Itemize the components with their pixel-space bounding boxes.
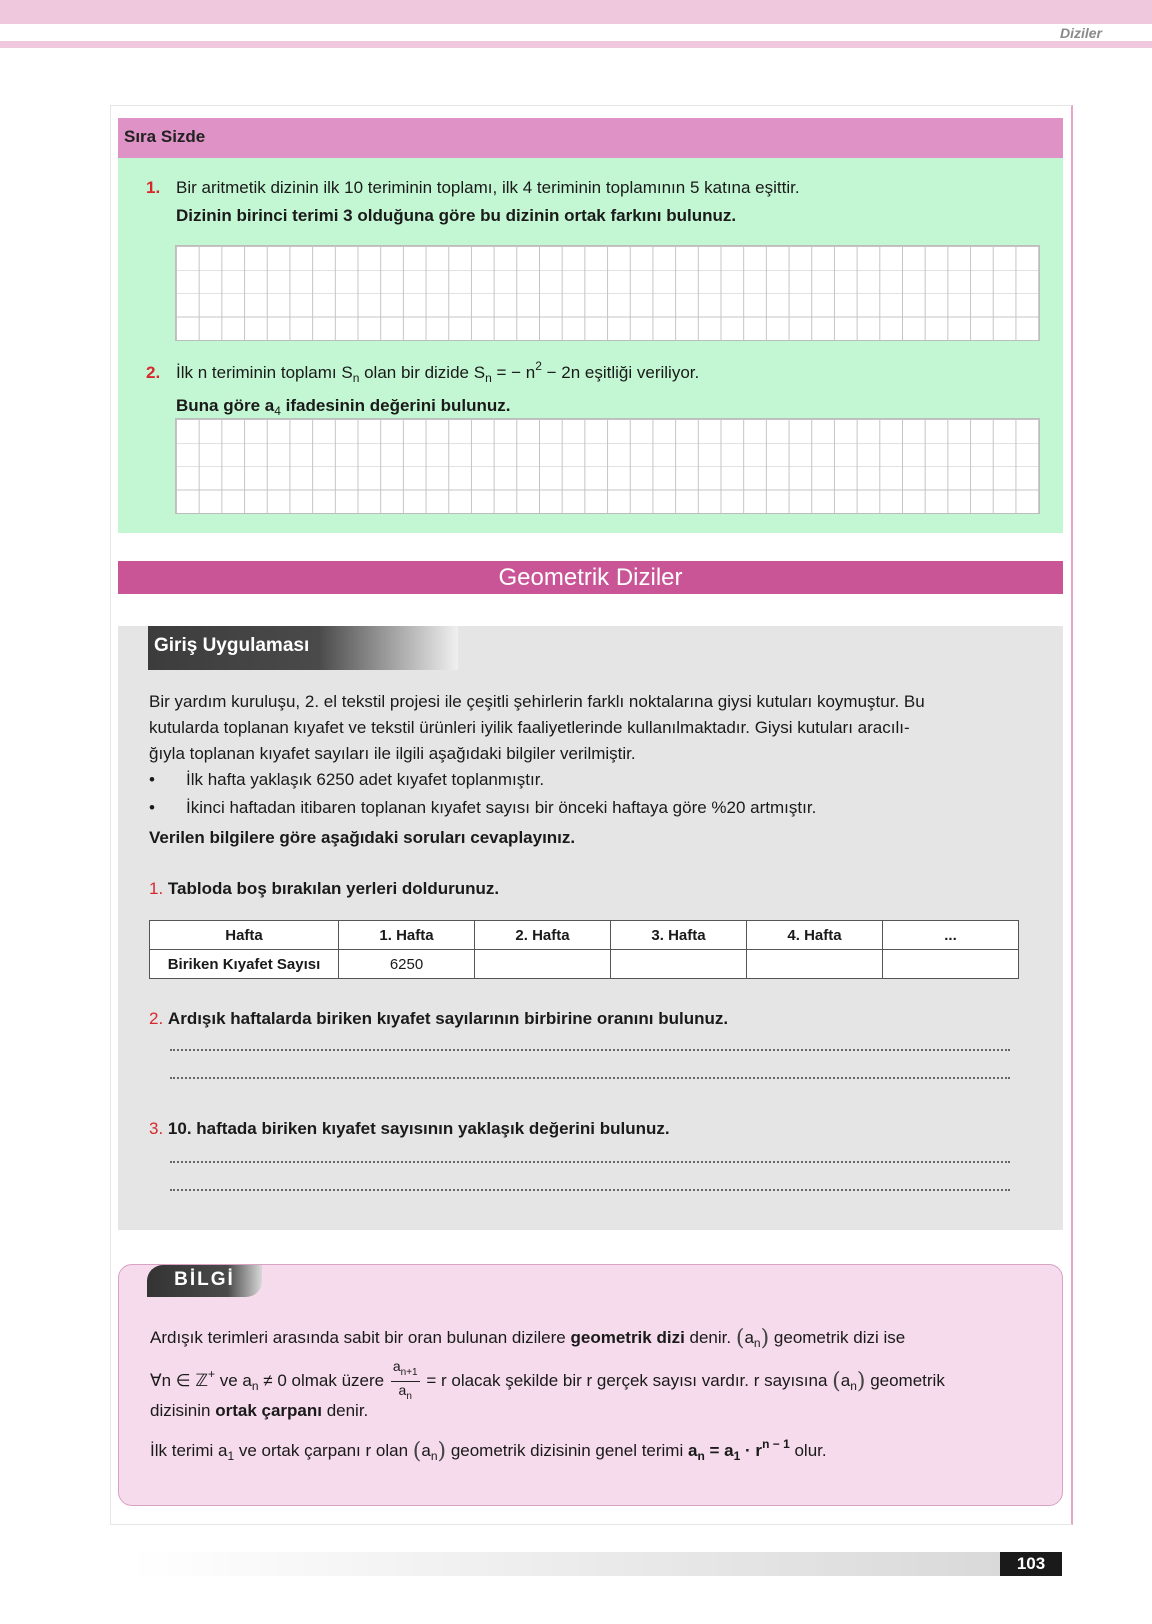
subscript-1: 1 bbox=[733, 1449, 741, 1463]
sira-sizde-title: Sıra Sizde bbox=[124, 127, 206, 146]
answer-dotted-line[interactable] bbox=[170, 1161, 1010, 1163]
bullet-item bbox=[149, 795, 816, 821]
table-cell-blank[interactable] bbox=[747, 950, 883, 979]
top-color-band bbox=[0, 0, 1152, 24]
subscript-n: n bbox=[753, 1336, 761, 1350]
paragraph-line-2: kutularda toplanan kıyafet ve tekstil ürünleri iyilik faaliyetlerinde kullanılmaktadır. Giysi kutuları aracılı- bbox=[149, 718, 910, 737]
giris-header bbox=[148, 626, 458, 670]
subscript-n: n bbox=[406, 1391, 412, 1402]
bilgi-text: ve ortak çarpanı r olan bbox=[234, 1441, 413, 1460]
answer-dotted-line[interactable] bbox=[170, 1049, 1010, 1051]
bilgi-text: denir. bbox=[684, 1328, 736, 1347]
table-cell-blank[interactable] bbox=[883, 950, 1019, 979]
question-2-task-a: Buna göre a bbox=[176, 396, 275, 415]
sira-sizde-box bbox=[118, 118, 1063, 533]
bilgi-header bbox=[147, 1265, 262, 1297]
question-1-number: 1. bbox=[146, 178, 161, 197]
giris-question-2 bbox=[149, 1006, 728, 1032]
term-ortak-carpan: ortak çarpanı bbox=[215, 1401, 322, 1420]
exponent: n − 1 bbox=[762, 1437, 790, 1451]
giris-question-3-text: 10. haftada biriken kıyafet sayısının yaklaşık değerini bulunuz. bbox=[167, 1119, 670, 1138]
giris-question-2-number: 2. bbox=[149, 1009, 164, 1028]
bullet-dot: • bbox=[149, 770, 155, 789]
bilgi-line-1 bbox=[150, 1324, 905, 1357]
giris-question-3-number: 3. bbox=[149, 1119, 164, 1138]
question-1-text: Bir aritmetik dizinin ilk 10 teriminin toplamı, ilk 4 teriminin toplamının 5 katına eşittir. bbox=[176, 178, 800, 197]
bilgi-text: ∀n ∈ ℤ bbox=[150, 1370, 208, 1390]
answer-dotted-line[interactable] bbox=[170, 1077, 1010, 1079]
bullet-text: İkinci haftadan itibaren toplanan kıyafet sayısı bir önceki haftaya göre %20 artmıştır. bbox=[186, 798, 817, 817]
bilgi-text: denir. bbox=[321, 1401, 369, 1420]
giris-question-3 bbox=[149, 1116, 670, 1142]
subscript-n: n bbox=[485, 371, 492, 385]
bullet-item bbox=[149, 767, 544, 793]
question-2-text-a: İlk n teriminin toplamı S bbox=[176, 363, 353, 382]
superscript-plus: + bbox=[208, 1366, 216, 1381]
table-header-row bbox=[150, 921, 1019, 950]
section-title: Geometrik Diziler bbox=[498, 564, 683, 591]
sequence-symbol: a bbox=[840, 1370, 851, 1390]
bilgi-text: geometrik dizi ise bbox=[769, 1328, 906, 1347]
bilgi-box bbox=[118, 1264, 1063, 1506]
formula-part: a bbox=[687, 1441, 698, 1460]
subscript-1: 1 bbox=[227, 1449, 235, 1463]
answer-grid-2[interactable] bbox=[175, 418, 1040, 514]
page-number-box bbox=[1000, 1552, 1062, 1576]
table-header-cell: ... bbox=[883, 921, 1019, 950]
subscript-n: n bbox=[352, 371, 360, 385]
table-header-cell: 3. Hafta bbox=[611, 921, 747, 950]
subscript-n: n bbox=[251, 1378, 259, 1393]
bullet-dot: • bbox=[149, 798, 155, 817]
bilgi-text: = r olacak şekilde bir r gerçek sayısı vardır. r sayısına bbox=[421, 1370, 833, 1390]
giris-question-1-number: 1. bbox=[149, 879, 164, 898]
paren-close: ) bbox=[437, 1439, 447, 1464]
table-header-cell: 2. Hafta bbox=[475, 921, 611, 950]
ratio-fraction bbox=[391, 1358, 420, 1405]
formula-part: · r bbox=[740, 1441, 763, 1460]
paren-close: ) bbox=[856, 1368, 866, 1394]
paragraph-line-3: ğıyla toplanan kıyafet sayıları ile ilgili aşağıdaki bilgiler verilmiştir. bbox=[149, 744, 636, 763]
table-cell-blank[interactable] bbox=[611, 950, 747, 979]
giris-uygulamasi-box bbox=[118, 626, 1063, 1230]
subscript-4: 4 bbox=[274, 404, 281, 418]
fraction-term: a bbox=[398, 1382, 407, 1398]
table-cell-blank[interactable] bbox=[475, 950, 611, 979]
bilgi-text: olur. bbox=[789, 1441, 827, 1460]
bilgi-line-4 bbox=[150, 1430, 827, 1470]
paren-close: ) bbox=[760, 1326, 770, 1351]
giris-title: Giriş Uygulaması bbox=[154, 635, 310, 656]
general-term-formula bbox=[687, 1437, 790, 1463]
question-2-task-b: ifadesinin değerini bulunuz. bbox=[280, 396, 511, 415]
formula-part: = a bbox=[704, 1441, 734, 1460]
fraction-numerator bbox=[391, 1358, 420, 1382]
table-header-cell: 4. Hafta bbox=[747, 921, 883, 950]
page-number: 103 bbox=[1016, 1554, 1046, 1573]
bullet-text: İlk hafta yaklaşık 6250 adet kıyafet toplanmıştır. bbox=[186, 770, 545, 789]
paren-open: ( bbox=[412, 1439, 422, 1464]
fraction-term: a bbox=[392, 1358, 401, 1374]
giris-question-1-text: Tabloda boş bırakılan yerleri doldurunuz. bbox=[167, 879, 500, 898]
instruction: Verilen bilgilere göre aşağıdaki soruları cevaplayınız. bbox=[149, 828, 576, 847]
giris-question-2-text: Ardışık haftalarda biriken kıyafet sayılarının birbirine oranını bulunuz. bbox=[167, 1009, 729, 1028]
footer-gradient-bar bbox=[130, 1552, 1000, 1576]
bilgi-text: geometrik dizisinin genel terimi bbox=[446, 1441, 688, 1460]
sira-sizde-header bbox=[118, 118, 1063, 158]
paragraph-line-1: Bir yardım kuruluşu, 2. el tekstil projesi ile çeşitli şehirlerin farklı noktalarına giysi kutuları koymuştur. Bu bbox=[149, 692, 925, 711]
fraction-denominator bbox=[391, 1382, 420, 1405]
answer-dotted-line[interactable] bbox=[170, 1189, 1010, 1191]
question-1 bbox=[146, 174, 800, 230]
term-geometrik-dizi: geometrik dizi bbox=[570, 1328, 685, 1347]
bilgi-text: geometrik bbox=[865, 1370, 945, 1390]
superscript-2: 2 bbox=[535, 359, 542, 373]
answer-grid-1[interactable] bbox=[175, 245, 1040, 341]
table-row bbox=[150, 950, 1019, 979]
paren-open: ( bbox=[832, 1368, 841, 1394]
subscript-n: n bbox=[430, 1449, 438, 1463]
sequence-symbol: a bbox=[421, 1441, 431, 1460]
question-2-number: 2. bbox=[146, 363, 161, 382]
table-row-label: Biriken Kıyafet Sayısı bbox=[150, 950, 339, 979]
bilgi-text: Ardışık terimleri arasında sabit bir oran bulunan dizilere bbox=[150, 1328, 571, 1347]
bilgi-title: BİLGİ bbox=[174, 1269, 235, 1290]
table-header-cell: Hafta bbox=[150, 921, 339, 950]
subscript-n-plus-1: n+1 bbox=[400, 1367, 418, 1378]
paren-open: ( bbox=[735, 1326, 745, 1351]
subscript-n: n bbox=[697, 1449, 705, 1463]
question-2-text-b: olan bir dizide S bbox=[359, 363, 486, 382]
running-title: Diziler bbox=[1059, 25, 1102, 41]
bilgi-text: ve a bbox=[215, 1370, 252, 1390]
question-2-text-d: − 2n eşitliği veriliyor. bbox=[541, 363, 700, 382]
question-2 bbox=[146, 352, 699, 425]
top-color-line bbox=[0, 41, 1152, 48]
table-cell: 6250 bbox=[339, 950, 475, 979]
question-2-text-c: = − n bbox=[491, 363, 536, 382]
bilgi-text: ≠ 0 olmak üzere bbox=[258, 1370, 389, 1390]
section-banner bbox=[118, 561, 1063, 594]
bilgi-line-3 bbox=[150, 1397, 368, 1425]
question-1-task: Dizinin birinci terimi 3 olduğuna göre bu dizinin ortak farkını bulunuz. bbox=[176, 206, 737, 225]
table-header-cell: 1. Hafta bbox=[339, 921, 475, 950]
giris-question-1 bbox=[149, 876, 499, 902]
subscript-n: n bbox=[850, 1378, 857, 1393]
bilgi-text: dizisinin bbox=[150, 1401, 216, 1420]
sequence-symbol: a bbox=[744, 1328, 754, 1347]
weeks-table bbox=[149, 920, 1019, 979]
bilgi-text: İlk terimi a bbox=[150, 1441, 228, 1460]
